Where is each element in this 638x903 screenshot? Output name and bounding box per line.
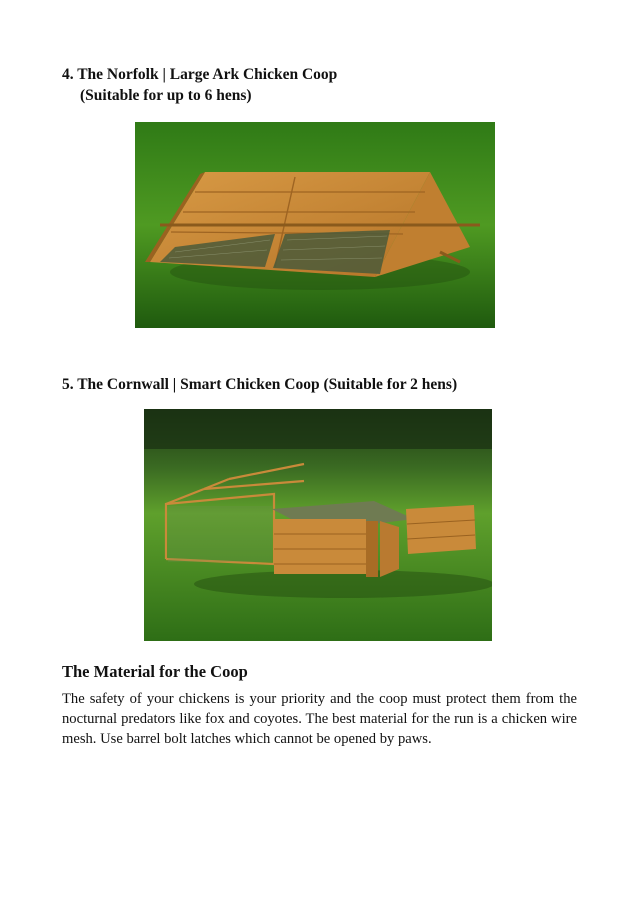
norfolk-heading-line1: 4. The Norfolk | Large Ark Chicken Coop (62, 66, 338, 83)
norfolk-heading (62, 64, 337, 106)
cornwall-heading: 5. The Cornwall | Smart Chicken Coop (Suitable for 2 hens) (62, 376, 458, 393)
material-heading: The Material for the Coop (62, 662, 248, 681)
norfolk-coop-photo (135, 122, 495, 328)
norfolk-heading-line2: (Suitable for up to 6 hens) (80, 87, 252, 104)
material-paragraph: The safety of your chickens is your priority and the coop must protect them from the nocturnal predators like fox and coyotes. The best material for the run is a chicken wire mesh. Use barrel bolt latches which cannot be opened by paws. (62, 691, 577, 747)
cornwall-coop-photo (144, 409, 492, 641)
